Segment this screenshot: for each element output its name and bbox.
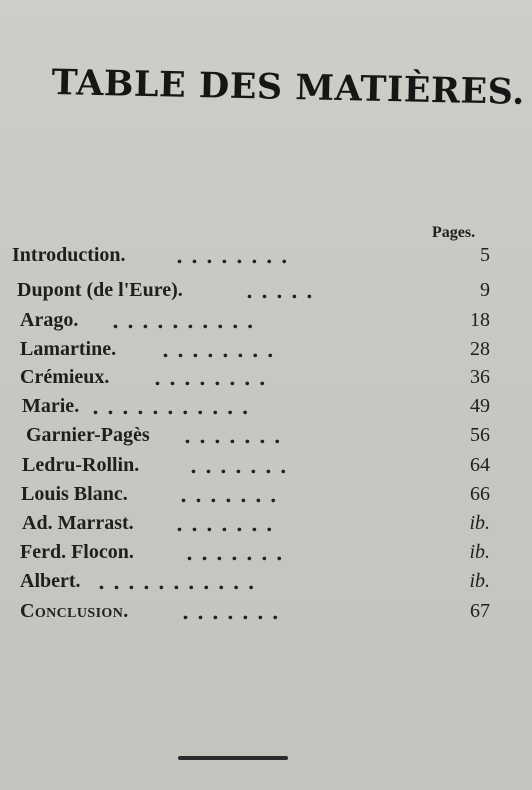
- leader-dots: .......: [176, 512, 281, 536]
- toc-entry: [0, 366, 532, 394]
- toc-entry: [0, 600, 532, 628]
- leader-dots: ...........: [98, 570, 263, 594]
- leader-dots: .......: [182, 600, 287, 624]
- toc-entry-label: Lamartine.: [20, 338, 117, 360]
- toc-entry: [0, 338, 532, 366]
- toc-entry-page: 5: [480, 244, 490, 266]
- leader-dots: ..........: [112, 309, 262, 333]
- page-title: TABLE DES MATIÈRES.: [51, 62, 526, 113]
- leader-dots: ........: [176, 244, 296, 268]
- toc-entry-label: Conclusion.: [20, 600, 129, 622]
- toc-entry-page: 67: [470, 600, 490, 622]
- toc-entry: [0, 483, 532, 511]
- toc-entry-page: 49: [470, 395, 490, 417]
- toc-entry: [0, 570, 532, 598]
- leader-dots: ........: [162, 338, 282, 362]
- leader-dots: .......: [180, 483, 285, 507]
- toc-entry: [0, 512, 532, 540]
- toc-entry-label: Albert.: [20, 570, 81, 592]
- toc-entry-label: Ferd. Flocon.: [20, 541, 134, 563]
- toc-entry-label: Ledru-Rollin.: [22, 454, 140, 476]
- leader-dots: .......: [186, 541, 291, 565]
- toc-entry-page: ib.: [469, 541, 490, 563]
- toc-entry-page: 64: [470, 454, 490, 476]
- toc-entry-page: 28: [470, 338, 490, 360]
- leader-dots: .......: [190, 454, 295, 478]
- toc-entry: [0, 424, 532, 452]
- toc-entry: [0, 541, 532, 569]
- toc-entry-label: Garnier-Pagès: [26, 424, 150, 446]
- toc-entry: [0, 244, 532, 272]
- toc-entry-label: Arago.: [20, 309, 79, 331]
- toc-entry-page: 56: [470, 424, 490, 446]
- leader-dots: .......: [184, 424, 289, 448]
- toc-entry-page: 18: [470, 309, 490, 331]
- leader-dots: .....: [246, 279, 321, 303]
- toc-entry-label: Louis Blanc.: [21, 483, 128, 505]
- toc-entry-page: ib.: [469, 570, 490, 592]
- toc-entry-label: Introduction.: [12, 244, 126, 266]
- toc-entry-label: Ad. Marrast.: [22, 512, 134, 534]
- toc-entry-label: Dupont (de l'Eure).: [17, 279, 183, 301]
- toc-entry-page: ib.: [469, 512, 490, 534]
- bottom-rule: [178, 756, 288, 760]
- toc-entry: [0, 395, 532, 423]
- toc-entry: [0, 309, 532, 337]
- toc-entry: [0, 279, 532, 307]
- toc-entry-label: Marie.: [22, 395, 80, 417]
- toc-entry-page: 66: [470, 483, 490, 505]
- pages-column-header: Pages.: [432, 224, 476, 241]
- leader-dots: ...........: [92, 395, 257, 419]
- toc-entry-page: 36: [470, 366, 490, 388]
- toc-entry-page: 9: [480, 279, 490, 301]
- toc-entry: [0, 454, 532, 482]
- toc-entry-label: Crémieux.: [20, 366, 110, 388]
- leader-dots: ........: [154, 366, 274, 390]
